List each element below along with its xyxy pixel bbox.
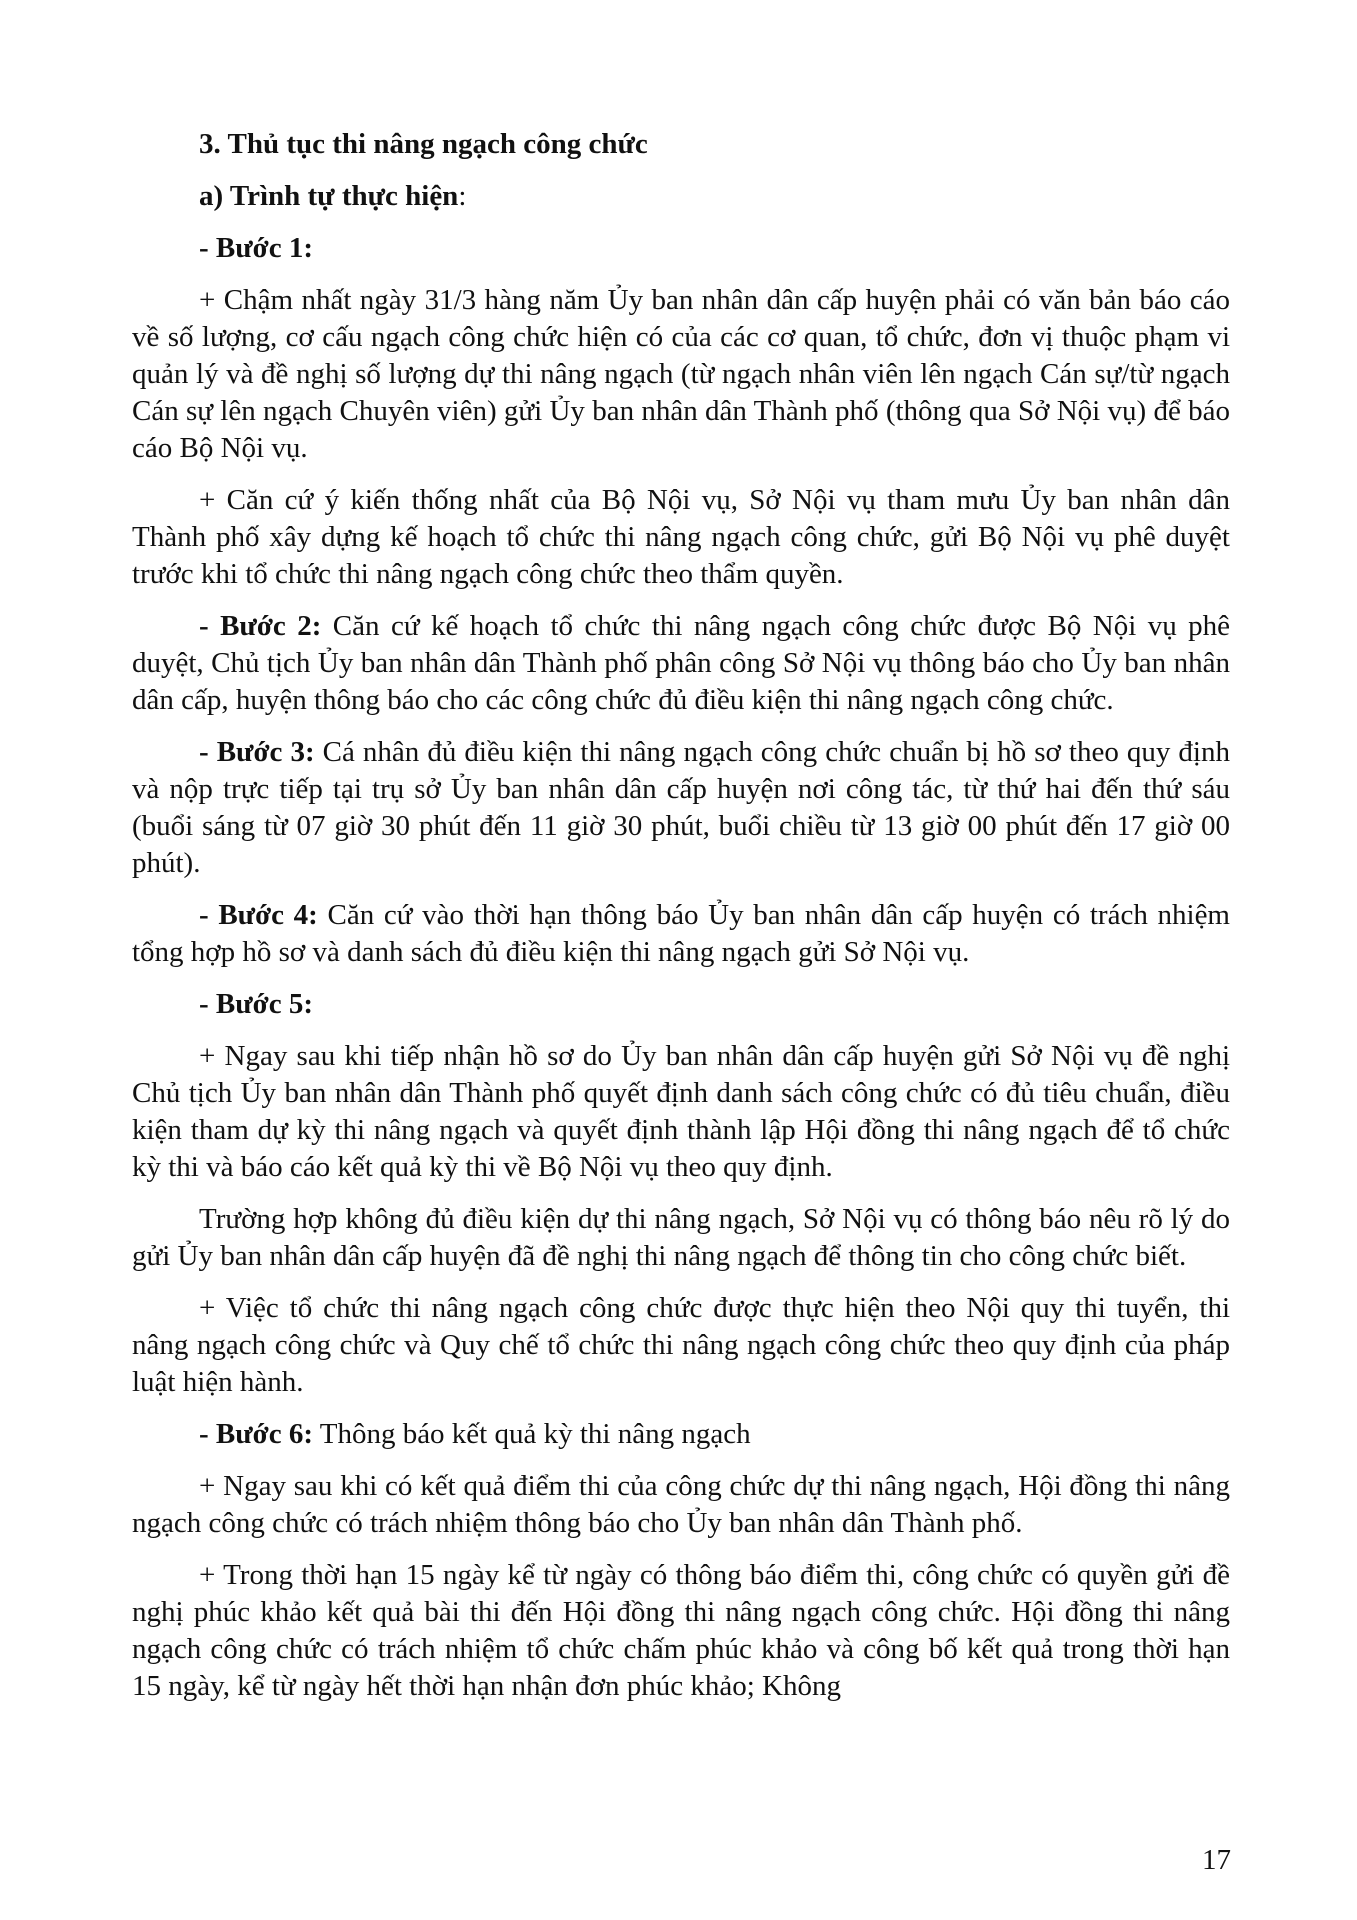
step3-paragraph <box>132 734 1230 882</box>
step4-paragraph <box>132 897 1230 971</box>
step1-label: - Bước 1: <box>199 232 313 264</box>
subsection-heading <box>132 178 1230 215</box>
step1-paragraph-1: + Chậm nhất ngày 31/3 hàng năm Ủy ban nhân dân cấp huyện phải có văn bản báo cáo về số lượng, cơ cấu ngạch công chức hiện có của các cơ quan, tổ chức, đơn vị thuộc phạm vi quản lý và đề nghị số lượng dự thi nâng ngạch (từ ngạch nhân viên lên ngạch Cán sự/từ ngạch Cán sự lên ngạch Chuyên viên) gửi Ủy ban nhân dân Thành phố (thông qua Sở Nội vụ) để báo cáo Bộ Nội vụ. <box>132 284 1230 464</box>
step6-paragraph-2: + Trong thời hạn 15 ngày kể từ ngày có thông báo điểm thi, công chức có quyền gửi đề nghị phúc khảo kết quả bài thi đến Hội đồng thi nâng ngạch công chức. Hội đồng thi nâng ngạch công chức có trách nhiệm tổ chức chấm phúc khảo và công bố kết quả trong thời hạn 15 ngày, kể từ ngày hết thời hạn nhận đơn phúc khảo; Không <box>132 1559 1230 1702</box>
step6-paragraph <box>132 1416 1230 1453</box>
step6-text: Thông báo kết quả kỳ thi nâng ngạch <box>313 1418 751 1450</box>
step5-paragraph-1: + Ngay sau khi tiếp nhận hồ sơ do Ủy ban nhân dân cấp huyện gửi Sở Nội vụ đề nghị Chủ tịch Ủy ban nhân dân Thành phố quyết định danh sách công chức có đủ tiêu chuẩn, điều kiện tham dự kỳ thi nâng ngạch và quyết định thành lập Hội đồng thi nâng ngạch để tổ chức kỳ thi và báo cáo kết quả kỳ thi về Bộ Nội vụ theo quy định. <box>132 1040 1230 1183</box>
step5-paragraph-2: Trường hợp không đủ điều kiện dự thi nâng ngạch, Sở Nội vụ có thông báo nêu rõ lý do gửi Ủy ban nhân dân cấp huyện đã đề nghị thi nâng ngạch để thông tin cho công chức biết. <box>132 1203 1230 1272</box>
step4-text: Căn cứ vào thời hạn thông báo Ủy ban nhân dân cấp huyện có trách nhiệm tổng hợp hồ sơ và danh sách đủ điều kiện thi nâng ngạch gửi Sở Nội vụ. <box>132 899 1230 968</box>
document-page <box>132 126 1230 1720</box>
subsection-suffix: : <box>458 180 467 212</box>
subsection-label: a) Trình tự thực hiện <box>199 180 459 212</box>
step5-paragraph-3: + Việc tổ chức thi nâng ngạch công chức được thực hiện theo Nội quy thi tuyển, thi nâng ngạch công chức và Quy chế tổ chức thi nâng ngạch công chức theo quy định của pháp luật hiện hành. <box>132 1292 1230 1398</box>
section-title: 3. Thủ tục thi nâng ngạch công chức <box>199 128 648 160</box>
step2-text: Căn cứ kế hoạch tổ chức thi nâng ngạch công chức được Bộ Nội vụ phê duyệt, Chủ tịch Ủy ban nhân dân Thành phố phân công Sở Nội vụ thông báo cho Ủy ban nhân dân cấp, huyện thông báo cho các công chức đủ điều kiện thi nâng ngạch công chức. <box>132 610 1230 716</box>
step3-text: Cá nhân đủ điều kiện thi nâng ngạch công chức chuẩn bị hồ sơ theo quy định và nộp trực tiếp tại trụ sở Ủy ban nhân dân cấp huyện nơi công tác, từ thứ hai đến thứ sáu (buổi sáng từ 07 giờ 30 phút đến 11 giờ 30 phút, buổi chiều từ 13 giờ 00 phút đến 17 giờ 00 phút). <box>132 736 1230 879</box>
step2-label: - Bước 2: <box>199 610 322 642</box>
step4-label: - Bước 4: <box>199 899 318 931</box>
step5-label: - Bước 5: <box>199 988 313 1020</box>
step3-label: - Bước 3: <box>199 736 315 768</box>
step6-paragraph-1: + Ngay sau khi có kết quả điểm thi của công chức dự thi nâng ngạch, Hội đồng thi nâng ngạch công chức có trách nhiệm thông báo cho Ủy ban nhân dân Thành phố. <box>132 1470 1230 1539</box>
step2-paragraph <box>132 608 1230 719</box>
page-number: 17 <box>1202 1844 1231 1876</box>
step1-paragraph-2: + Căn cứ ý kiến thống nhất của Bộ Nội vụ, Sở Nội vụ tham mưu Ủy ban nhân dân Thành phố xây dựng kế hoạch tổ chức thi nâng ngạch công chức, gửi Bộ Nội vụ phê duyệt trước khi tổ chức thi nâng ngạch công chức theo thẩm quyền. <box>132 484 1230 590</box>
step6-label: - Bước 6: <box>199 1418 313 1450</box>
